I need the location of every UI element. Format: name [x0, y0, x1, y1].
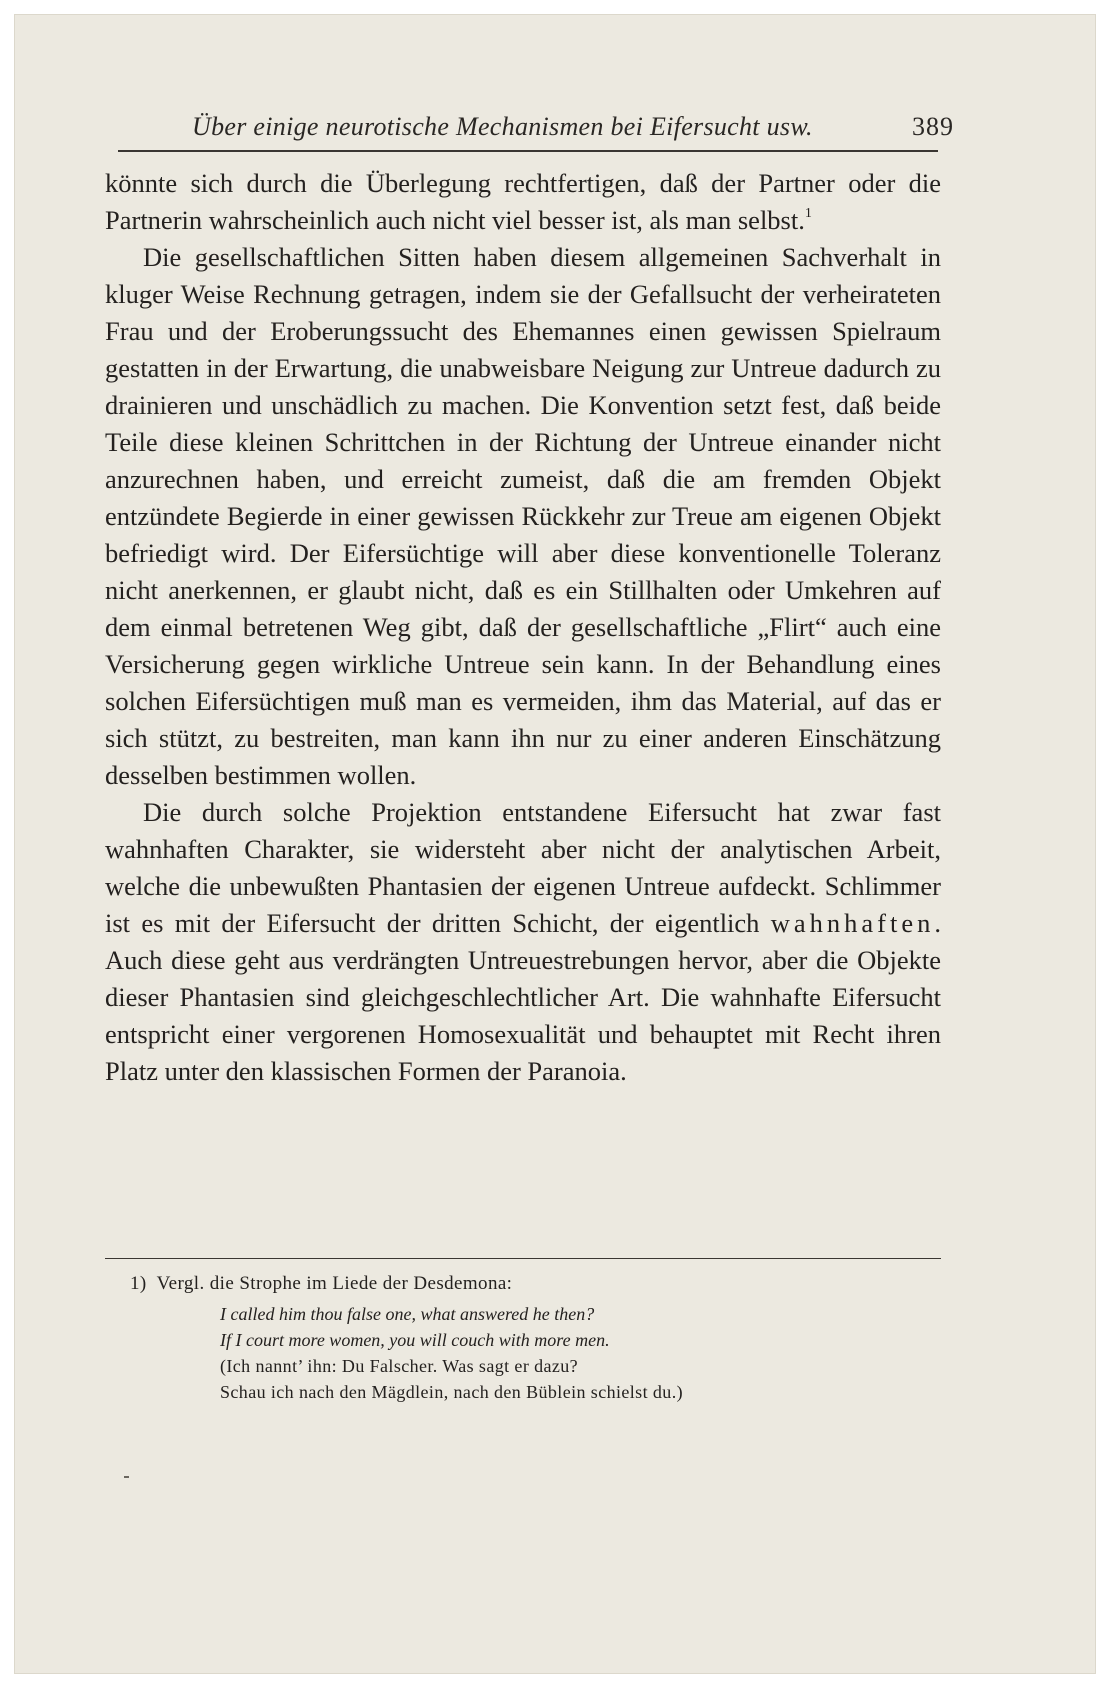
- footnote-rule: [105, 1258, 941, 1259]
- footnote: [130, 1270, 940, 1405]
- running-header: [118, 106, 954, 146]
- page-number: 389: [912, 112, 954, 141]
- footnote-intro: Vergl. die Strophe im Liede der Desdemona:: [156, 1273, 513, 1294]
- paragraph-1-text: könnte sich durch die Überlegung rechtfertigen, daß der Partner oder die Partnerin wahrscheinlich auch nicht viel besser ist, als man selbst.: [105, 168, 941, 235]
- footnote-reference: 1: [804, 206, 812, 221]
- verse-german-2: Schau ich nach den Mägdlein, nach den Büblein schielst du.): [220, 1382, 683, 1402]
- scan-speck: [124, 1476, 129, 1478]
- footnote-marker: 1): [130, 1273, 147, 1294]
- header-rule: [118, 150, 938, 152]
- footnote-intro-line: [130, 1270, 940, 1297]
- main-text: [105, 165, 941, 1090]
- paragraph-3: [105, 794, 941, 1090]
- verse-german-1: (Ich nannt’ ihn: Du Falscher. Was sagt er dazu?: [220, 1356, 579, 1376]
- paragraph-3-text-a: Die durch solche Projektion entstandene Eifersucht hat zwar fast wahnhaften Charakter, sie widersteht aber nicht der analytischen Arbeit, welche die unbewußten Phantasien der eigenen Untreue aufdeckt. Schlimmer ist es mit der Eifersucht der dritten Schicht, der eigentlich: [105, 797, 941, 938]
- verse-english-2: If I court more women, you will couch with more men.: [220, 1330, 610, 1350]
- paragraph-2: Die gesellschaftlichen Sitten haben diesem allgemeinen Sachverhalt in kluger Weise Rechnung getragen, indem sie der Gefallsucht der verheirateten Frau und der Eroberungssucht des Ehemannes einen gewissen Spielraum gestatten in der Erwartung, die unabweisbare Neigung zur Untreue dadurch zu drainieren und unschädlich zu machen. Die Konvention setzt fest, daß beide Teile diese kleinen Schrittchen in der Richtung der Untreue einander nicht anzurechnen haben, und erreicht zumeist, daß die am fremden Objekt entzündete Begierde in einer gewissen Rückkehr zur Treue am eigenen Objekt befriedigt wird. Der Eifersüchtige will aber diese konventionelle Toleranz nicht anerkennen, er glaubt nicht, daß es ein Stillhalten oder Umkehren auf dem einmal betretenen Weg gibt, daß der gesellschaftliche „Flirt“ auch eine Versicherung gegen wirkliche Untreue sein kann. In der Behandlung eines solchen Eifersüchtigen muß man es vermeiden, ihm das Material, auf das er sich stützt, zu bestreiten, man kann ihn nur zu einer anderen Einschätzung desselben bestimmen wollen.: [105, 242, 941, 790]
- running-title: Über einige neurotische Mechanismen bei Eifersucht usw.: [192, 112, 813, 141]
- paragraph-1: [105, 165, 941, 239]
- verse-english-1: I called him thou false one, what answered he then?: [220, 1304, 595, 1324]
- emphasized-word: wahnhaften: [770, 908, 935, 938]
- paragraph-3-text-b: . Auch diese geht aus verdrängten Untreuestrebungen hervor, aber die Objekte dieser Phantasien sind gleichgeschlechtlicher Art. Die wahnhafte Eifersucht entspricht einer vergorenen Homosexualität und behauptet mit Recht ihren Platz unter den klassischen Formen der Paranoia.: [105, 908, 941, 1086]
